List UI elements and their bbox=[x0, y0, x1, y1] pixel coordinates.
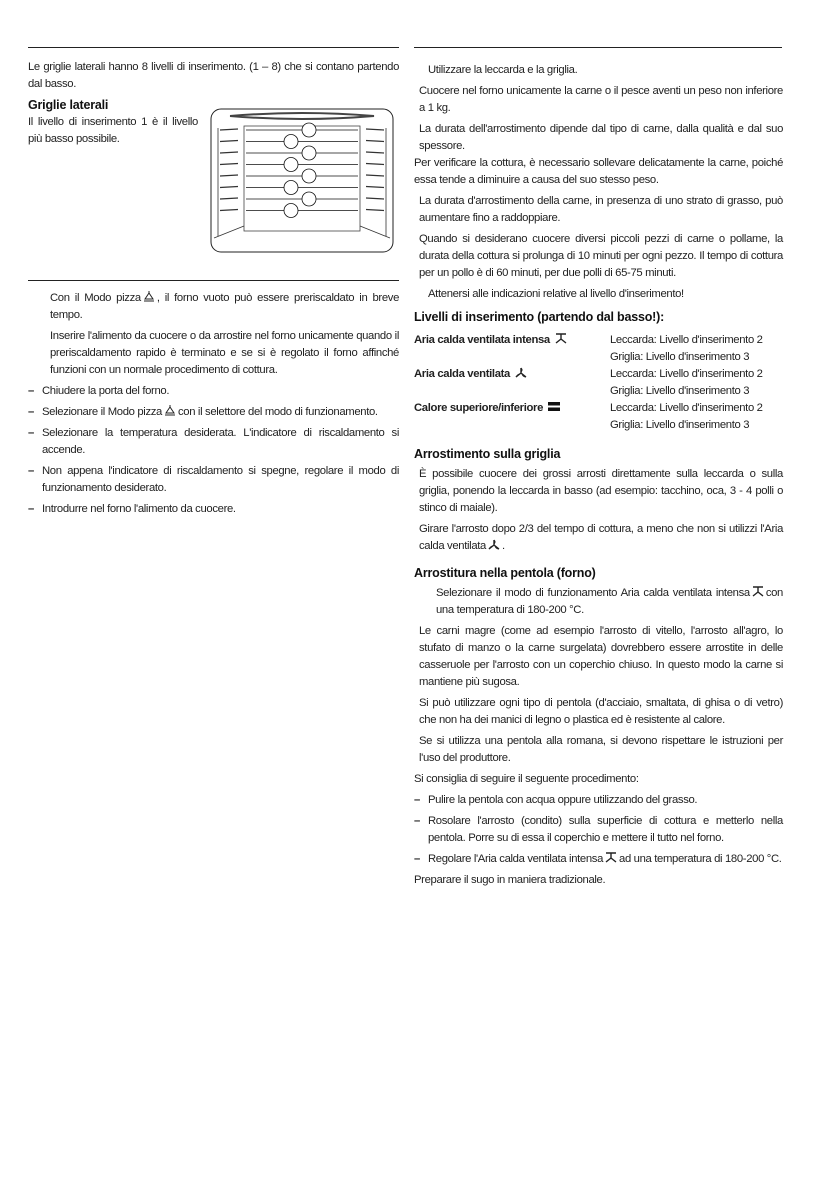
shelf-level-marker bbox=[284, 204, 298, 218]
pizza-text-b: , il forno vuoto può essere preriscaldato in breve tempo. bbox=[50, 292, 400, 321]
paragraph: Le carni magre (come ad esempio l'arrosto di vitello, l'arrosto all'agro, lo stufato di manzo o la carne surgelata) dovrebbero essere arrostite in delle casseruole per l'arrosto con un coperchio chiuso. In questo modo la carne si mantiene più sugosa. bbox=[419, 625, 783, 688]
side-frame bbox=[214, 128, 390, 238]
intro-text: Utilizzare la leccarda e la griglia. bbox=[428, 64, 578, 76]
intense-fan-icon bbox=[605, 852, 617, 863]
intense-fan-icon bbox=[555, 333, 567, 344]
paragraph: con una temperatura di 180-200 °C. bbox=[436, 587, 783, 616]
leccarda-level: Leccarda: Livello d'inserimento 2 bbox=[610, 334, 763, 346]
paragraph: Quando si desiderano cuocere diversi piccoli pezzi di carne o pollame, la durata della cottura si prolunga di 10 minuti per ogni pezzo. Il tempo di cottura per un pollo è di 60 minuti, per due polli di 65-75 minuti. bbox=[419, 233, 783, 279]
paragraph: La durata dell'arrostimento dipende dal tipo di carne, dalla qualità e dal suo spessore. bbox=[419, 123, 783, 152]
mode-label: Aria calda ventilata bbox=[414, 368, 510, 380]
step-text: Selezionare il Modo pizza bbox=[42, 406, 162, 418]
paragraph: Preparare il sugo in maniera tradizionale. bbox=[414, 874, 606, 886]
paragraph: Per verificare la cottura, è necessario sollevare delicatamente la carne, poiché essa tende a diminuire a causa del suo stesso peso. bbox=[414, 157, 783, 186]
list-item: – Pulire la pentola con acqua oppure utilizzando del grasso. bbox=[414, 792, 783, 809]
pot-steps-list bbox=[414, 792, 783, 868]
intense-fan-icon bbox=[752, 586, 764, 597]
list-item: – Introdurre nel forno l'alimento da cuocere. bbox=[28, 501, 399, 518]
shelf-level-marker bbox=[302, 169, 316, 183]
mode-label: Calore superiore/inferiore bbox=[414, 402, 544, 414]
shelf-level-marker bbox=[284, 135, 298, 149]
oven-heater bbox=[230, 113, 374, 119]
paragraph: Attenersi alle indicazioni relative al livello d'inserimento! bbox=[428, 288, 684, 300]
pizza-mode-icon bbox=[164, 405, 176, 416]
griglia-level: Griglia: Livello d'inserimento 3 bbox=[610, 351, 750, 363]
griglie-heading: Griglie laterali bbox=[28, 98, 109, 112]
leccarda-level: Leccarda: Livello d'inserimento 2 bbox=[610, 368, 763, 380]
paragraph: Cuocere nel forno unicamente la carne o il pesce aventi un peso non inferiore a 1 kg. bbox=[419, 85, 783, 114]
mode-label: Aria calda ventilata intensa bbox=[414, 334, 550, 346]
paragraph: Selezionare il modo di funzionamento Aria calda ventilata intensa bbox=[436, 587, 750, 599]
paragraph: Se si utilizza una pentola alla romana, si devono rispettare le istruzioni per l'uso del produttore. bbox=[419, 735, 783, 764]
paragraph: È possibile cuocere dei grossi arrosti direttamente sulla leccarda o sulla griglia, ponendo la leccarda in basso (ad esempio: tacchino, oca, 3 - 4 polli o stinco di maiale). bbox=[419, 468, 783, 514]
leccarda-level: Leccarda: Livello d'inserimento 2 bbox=[610, 402, 763, 414]
levels-heading: Livelli di inserimento (partendo dal basso!): bbox=[414, 310, 665, 324]
pizza-steps-list bbox=[28, 383, 399, 518]
shelf-level-marker bbox=[302, 192, 316, 206]
shelf-level-marker bbox=[284, 158, 298, 172]
intro-text: Le griglie laterali hanno 8 livelli di inserimento. (1 – 8) che si contano partendo dal basso. bbox=[28, 61, 399, 90]
list-item: – Selezionare la temperatura desiderata. L'indicatore di riscaldamento si accende. bbox=[28, 425, 399, 459]
fan-icon bbox=[488, 539, 500, 550]
table-row bbox=[414, 332, 783, 366]
levels-table bbox=[414, 332, 783, 434]
list-item: – Rosolare l'arrosto (condito) sulla superficie di cottura e metterlo nella pentola. Porre su di essa il coperchio e mettere il tutto nel forno. bbox=[414, 813, 783, 847]
divider bbox=[414, 47, 782, 48]
shelf-level-marker bbox=[284, 181, 298, 195]
paragraph: Girare l'arrosto dopo 2/3 del tempo di cottura, a meno che non si utilizzi l'Aria calda ventilata bbox=[419, 523, 783, 552]
list-item bbox=[414, 851, 783, 868]
list-item: – Non appena l'indicatore di riscaldamento si spegne, regolare il modo di funzionamento desiderato. bbox=[28, 463, 399, 497]
pizza-text-a: Con il Modo pizza bbox=[50, 292, 141, 304]
divider bbox=[28, 280, 399, 281]
grill-heading: Arrostimento sulla griglia bbox=[414, 447, 561, 461]
griglia-level: Griglia: Livello d'inserimento 3 bbox=[610, 385, 750, 397]
paragraph: Si consiglia di seguire il seguente procedimento: bbox=[414, 773, 639, 785]
pizza-insert-text: Inserire l'alimento da cuocere o da arrostire nel forno unicamente quando il preriscaldamento rapido è terminato e se si è regolato il forno affinché funzioni con un normale procedimento di cottura. bbox=[50, 330, 399, 376]
divider bbox=[28, 47, 399, 48]
list-item bbox=[28, 404, 399, 421]
griglie-text: Il livello di inserimento 1 è il livello più basso possibile. bbox=[28, 116, 198, 145]
shelf-level-marker bbox=[302, 146, 316, 160]
shelf-level-marker bbox=[302, 123, 316, 137]
list-item: – Chiudere la porta del forno. bbox=[28, 383, 399, 400]
top-bottom-heat-icon bbox=[548, 401, 560, 412]
step-text: ad una temperatura di 180-200 °C. bbox=[619, 853, 782, 865]
step-text: Regolare l'Aria calda ventilata intensa bbox=[428, 853, 604, 865]
paragraph: La durata d'arrostimento della carne, in presenza di uno strato di grasso, può aumentare fino a raddoppiare. bbox=[419, 195, 783, 224]
pot-heading: Arrostitura nella pentola (forno) bbox=[414, 566, 596, 580]
oven-levels-diagram bbox=[210, 108, 394, 253]
paragraph: Si può utilizzare ogni tipo di pentola (d'acciaio, smaltata, di ghisa o di vetro) che non ha dei manici di legno o plastica ed è resistente al calore. bbox=[419, 697, 783, 726]
table-row bbox=[414, 400, 783, 434]
griglia-level: Griglia: Livello d'inserimento 3 bbox=[610, 419, 750, 431]
pizza-mode-icon bbox=[143, 291, 155, 302]
fan-icon bbox=[515, 367, 527, 378]
table-row bbox=[414, 366, 783, 400]
step-text: con il selettore del modo di funzionamento. bbox=[177, 406, 378, 418]
